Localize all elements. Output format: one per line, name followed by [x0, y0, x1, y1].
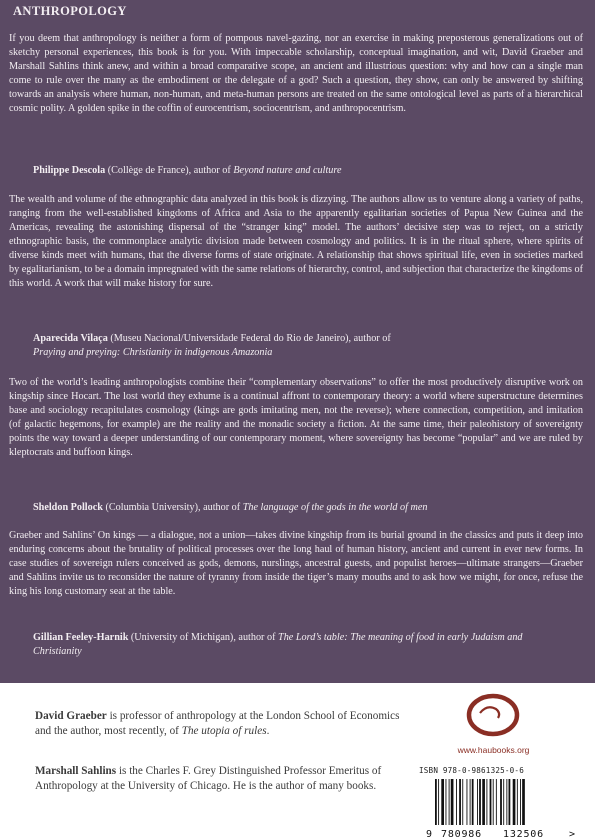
barcode-digit-group1: 780986 — [441, 829, 482, 839]
barcode-bar — [479, 779, 481, 825]
isbn-label: ISBN 978-0-9861325-0-6 — [419, 766, 524, 775]
publisher-logo-icon — [463, 691, 523, 739]
blurb-attribution — [33, 631, 573, 659]
attribution-author: Philippe Descola — [33, 165, 106, 176]
barcode-bar — [509, 779, 511, 825]
category-label: ANTHROPOLOGY — [13, 4, 127, 18]
attribution-author: Sheldon Pollock — [33, 502, 103, 513]
barcode-bar — [517, 779, 518, 825]
barcode-bar — [503, 779, 504, 825]
barcode-bar — [459, 779, 461, 825]
attribution-affiliation: (Museu Nacional/Universidade Federal do Rio de Janeiro), author of — [107, 333, 391, 344]
bio-tail: . — [266, 725, 270, 737]
barcode-bar — [441, 779, 444, 825]
barcode-bar — [470, 779, 471, 825]
blurb-attribution — [33, 501, 573, 515]
barcode-bar — [451, 779, 454, 825]
barcode-bar — [482, 779, 485, 825]
barcode-digit-lead: 9 — [426, 829, 433, 839]
barcode-bar — [486, 779, 487, 825]
blurb-quote: Graeber and Sahlins’ On kings — a dialogue, not a union—takes divine kingship from its burial ground in the classics and puts it deep into enduring concerns about the brutality of political processes over the long haul of human history, ancient and current in ever new forms. In case studies of sovereign rulers conceived as gods, demons, nurslings, ancestral guests, and populist heroes—ultimate strangers—Graeber and Sahlins invite us to reconsider the nature of tyranny from inside the tiger’s many mouths and to ask how we might, for once, refuse the king his long customary seat at the table. — [9, 530, 583, 597]
blurb-quote: If you deem that anthropology is neither a form of pompous navel-gazing, nor an exercise in making preposterous generalizations out of sketchy personal experiences, this book is for you. With impeccable scholarship, conceptual imagination, and wit, David Graeber and Marshall Sahlins think anew, and within a broad comparative scope, an ancient and illustrious question: why and how can a single man come to rule over the many as the embodiment or the delegate of a god? Such a question, they show, can only be answered by shifting towards an analysis where human, non-human, and meta-human persons are treated on the same ontological level as parts of a hierarchical cosmic polity. A golden spike in the coffin of eurocentrism, sociocentrism, and anthropocentrism. — [9, 33, 583, 114]
bio-work: The utopia of rules — [181, 725, 267, 737]
barcode-bar — [522, 779, 525, 825]
barcode-bar — [449, 779, 450, 825]
barcode-bar — [506, 779, 507, 825]
barcode-bar — [477, 779, 478, 825]
blurb-attribution — [33, 332, 573, 360]
barcode-end-mark: > — [569, 829, 576, 839]
barcode-bar — [467, 779, 468, 825]
attribution-work: Beyond nature and culture — [233, 165, 342, 176]
barcode-bar — [435, 779, 437, 825]
author-bio — [35, 709, 405, 739]
barcode-bar — [462, 779, 463, 825]
attribution-work: The language of the gods in the world of men — [242, 502, 428, 513]
bio-text: is the Charles F. Grey Distinguished Professor Emeritus of Anthropology at the University of Chicago. He is the author of many books. — [35, 765, 382, 792]
barcode-bar — [446, 779, 447, 825]
bio-name: Marshall Sahlins — [35, 765, 117, 777]
attribution-author: Aparecida Vilaça — [33, 333, 108, 344]
barcode-bar — [513, 779, 516, 825]
barcode-bar — [500, 779, 502, 825]
barcode-bar — [456, 779, 457, 825]
barcode-bar — [472, 779, 474, 825]
barcode-bar — [496, 779, 497, 825]
barcode-bar — [493, 779, 494, 825]
blurb-quote: The wealth and volume of the ethnographic data analyzed in this book is dizzying. The authors allow us to venture along a variety of paths, ranging from the well-established kingdoms of Africa and Asia to the apparently egalitarian societies of Papua New Guinea and the Americas, revealing the astonishing dispersal of the “stranger king” model. The authors’ decisive step was to reject, on a strictly ethnographic basis, the commonplace analytic division made between cosmology and politics. It is in the ritual sphere, where spirits of diverse kinds meet with humans, that the diverse forms of state originate. A relationship that shows spiritual life, even in societies marked by egalitarianism, to be a domain impregnated with the same relations of hierarchy, control, and subjection that characterize the kingdoms of this world. A work that will make history for sure. — [9, 194, 583, 289]
barcode-bar — [520, 779, 521, 825]
blurb-attribution — [33, 164, 573, 178]
publisher-website: www.haubooks.org — [457, 745, 530, 755]
attribution-affiliation: (University of Michigan), author of — [128, 632, 279, 643]
attribution-work: Praying and preying: Christianity in indigenous Amazonia — [33, 347, 273, 358]
bio-text: is professor of anthropology at the London School of Economics and the author, most recently, of — [35, 710, 400, 737]
attribution-work: The Lord’s table: The meaning of food in early Judaism and Christianity — [33, 632, 523, 657]
barcode-bar — [438, 779, 439, 825]
author-panel — [0, 683, 595, 839]
barcode-digit-group2: 132506 — [503, 829, 544, 839]
author-bio — [35, 764, 410, 794]
bio-name: David Graeber — [35, 710, 107, 722]
attribution-affiliation: (Columbia University), author of — [102, 502, 243, 513]
barcode-bar — [490, 779, 492, 825]
attribution-affiliation: (Collège de France), author of — [105, 165, 234, 176]
attribution-author: Gillian Feeley-Harnik — [33, 632, 129, 643]
blurb-quote: Two of the world’s leading anthropologists combine their “complementary observations” to offer the most productively disruptive work on kingship since Hocart. The lost world they exhume is a continual affront to contemporary theory: a world where superstructure determines base and sociology recapitulates cosmology (kings are gods imitating men, not the reverse); where connection, competition, and imitation (of galactic hegemons, for example) are the reality and the monadic society a fiction. At the same time, their paleohistory of sovereignty points the way toward a deeper understanding of our contemporary moment, where sovereignty has become “popular” and we are ruled by kleptocrats and buffoon kings. — [9, 377, 583, 458]
barcode — [423, 779, 583, 839]
